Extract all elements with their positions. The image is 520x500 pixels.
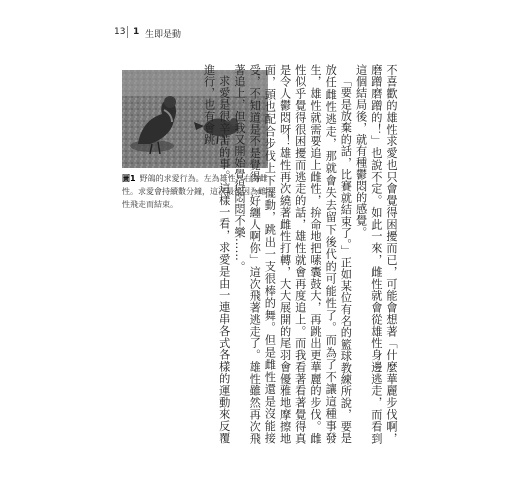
- paragraph: 求愛是很辛苦的事。這樣一看，求愛是由一連串各式各樣的運動來反覆進行，也有會跳: [202, 64, 231, 444]
- body-text: [202, 64, 399, 444]
- chapter-number: 1: [133, 27, 140, 37]
- page-number: 13: [114, 27, 126, 37]
- paragraph: 不喜歡的雄性求愛也只會覺得困擾而已，可能會想著「什麼華麗步伐啊，磨蹭磨蹭的！」也說不定。如此一來，雌性就會從雄性身邊逃走，而看到這個結局後，就有種鬱悶的感覺。: [354, 64, 398, 444]
- paragraph: 「要是放棄的話，比賽就結束了。」正如某位有名的籃球教練所說，要是放任雌性逃走，那就會失去留下後代的可能性了。而為了不讓這種事發生，雄性就需要追上雌性，拚命地把嗉囊鼓大，再跳出更華麗的步伐。雌性似乎覺得很困擾而逃走的話，雄性就會再度追上。而我看著看著覺得真是令人鬱悶呀！雄性再次繞著雌性打轉，大大展開的尾羽會優雅地摩擦地面，頭也配合步伐上下擺動，跳出一支很棒的舞。但是雌性還是沒能接受，不知道是不是覺得「好纏人啊你」這次飛著逃走了。雄性雖然再次飛著追上，但我又開始覺得悶悶不樂……。: [232, 64, 353, 444]
- chapter-title: 生即是動: [145, 30, 182, 40]
- figure-caption-text: 野鴿的求愛行為。左為雄性，右為雌性。求愛會持續數分鐘，這次最後因為雌性飛走而結束。: [122, 174, 268, 209]
- figure-label: 圖1: [122, 174, 136, 183]
- header-divider: [127, 26, 128, 38]
